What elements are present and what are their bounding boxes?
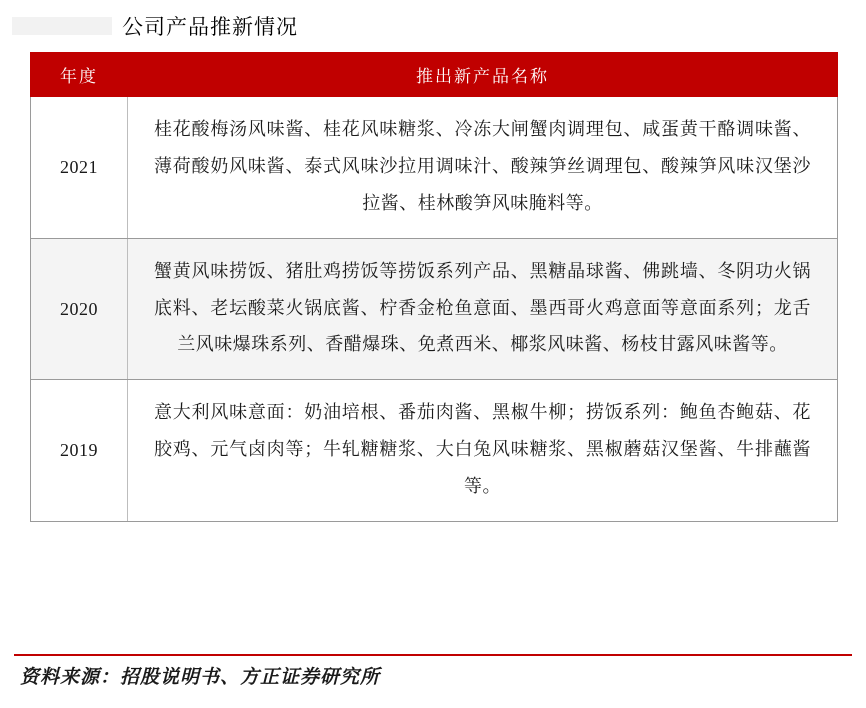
row-year-2021: 2021	[31, 97, 128, 239]
row-year-2020: 2020	[31, 238, 128, 380]
table-row	[31, 238, 838, 380]
row-year-2019: 2019	[31, 380, 128, 522]
source-note: 资料来源：招股说明书、方正证券研究所	[20, 667, 381, 688]
title-row	[0, 8, 866, 44]
row-products-2021: 桂花酸梅汤风味酱、桂花风味糖浆、冷冻大闸蟹肉调理包、咸蛋黄干酪调味酱、薄荷酸奶风味酱、泰式风味沙拉用调味汁、酸辣笋丝调理包、酸辣笋风味汉堡沙拉酱、桂林酸笋风味腌料等。	[128, 97, 838, 239]
product-table	[30, 52, 838, 522]
product-table-container	[30, 52, 838, 522]
source-divider	[14, 654, 852, 656]
row-products-2020: 蟹黄风味捞饭、猪肚鸡捞饭等捞饭系列产品、黑糖晶球酱、佛跳墙、冬阴功火锅底料、老坛酸菜火锅底酱、柠香金枪鱼意面、墨西哥火鸡意面等意面系列；龙舌兰风味爆珠系列、香醋爆珠、免煮西米、椰浆风味酱、杨枝甘露风味酱等。	[128, 238, 838, 380]
table-row	[31, 97, 838, 239]
row-products-2019: 意大利风味意面：奶油培根、番茄肉酱、黑椒牛柳；捞饭系列：鲍鱼杏鲍菇、花胶鸡、元气卤肉等；牛轧糖糖浆、大白兔风味糖浆、黑椒蘑菇汉堡酱、牛排蘸酱等。	[128, 380, 838, 522]
table-row	[31, 380, 838, 522]
table-header-year: 年度	[31, 53, 128, 97]
page-title: 公司产品推新情况	[122, 15, 298, 39]
table-header-row	[31, 53, 838, 97]
table-header-products: 推出新产品名称	[128, 53, 838, 97]
title-redaction-block	[12, 17, 112, 35]
